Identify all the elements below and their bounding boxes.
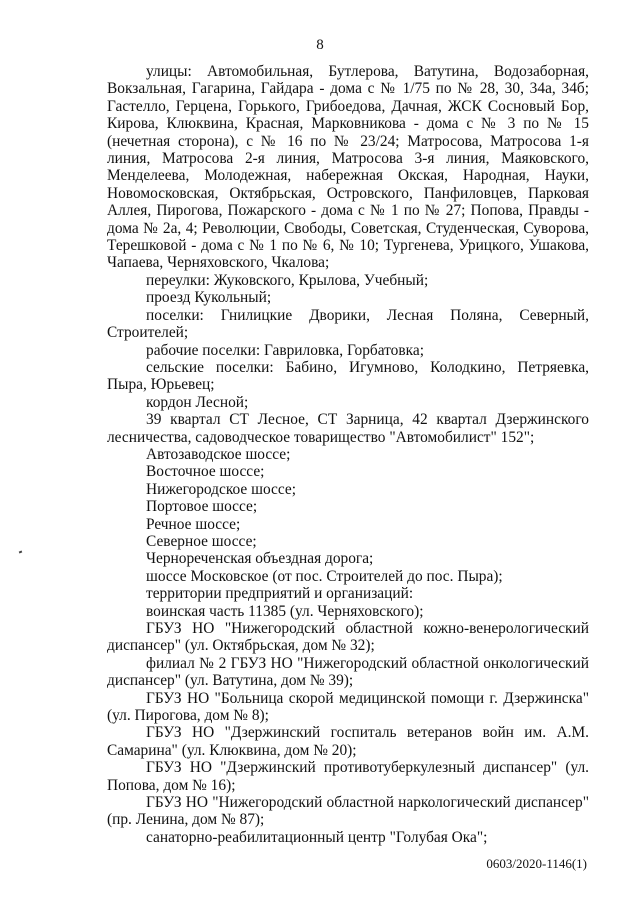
paragraph-derm-dispensary: ГБУЗ НО "Нижегородский областной кожно-венерологический диспансер" (ул. Октябрьская, дом № 32);: [107, 620, 589, 655]
margin-mark: [19, 551, 23, 554]
paragraph-cordon: кордон Лесной;: [146, 393, 249, 411]
paragraph-narco-dispensary: ГБУЗ НО "Нижегородский областной наркологический диспансер" (пр. Ленина, дом № 87);: [107, 794, 589, 829]
paragraph-streets: улицы: Автомобильная, Бутлерова, Ватутина, Водозаборная, Вокзальная, Гагарина, Гайдара - дома с № 1/75 по № 28, 30, 34а, 34б; Гастелло, Герцена, Горького, Грибоедова, Дачная, ЖСК Сосновый Бор, Кирова, Клюквина, Красная, Марковникова - дома с № 3 по № 15 (нечетная сторона), с № 16 по № 23/24; Матросова, Матросова 1-я линия, Матросова 2-я линия, Матросова 3-я линия, Маяковского, Менделеева, Молодежная, набережная Окская, Народная, Науки, Новомосковская, Октябрьская, Островского, Панфиловцев, Парковая Аллея, Пирогова, Пожарского - дома с № 1 по № 27; Попова, Правды - дома № 2а, 4; Революции, Свободы, Советская, Студенческая, Суворова, Терешковой - дома с № 1 по № 6, № 10; Тургенева, Урицкого, Ушакова, Чапаева, Черняховского, Чкалова;: [107, 63, 589, 272]
paragraph-highway-severnoe: Северное шоссе;: [146, 532, 257, 550]
paragraph-highway-avtozavodskoe: Автозаводское шоссе;: [146, 445, 291, 463]
paragraph-bypass-road: Чернореченская объездная дорога;: [146, 550, 374, 568]
paragraph-onco-dispensary: филиал № 2 ГБУЗ НО "Нижегородский областной онкологический диспансер" (ул. Ватутина, дом № 39);: [107, 654, 589, 690]
document-body: [107, 63, 589, 846]
paragraph-gardening: 39 квартал СТ Лесное, СТ Зарница, 42 квартал Дзержинского лесничества, садоводческое товарищество "Автомобилист" 152";: [107, 411, 589, 446]
paragraph-passage: проезд Кукольный;: [146, 289, 272, 307]
paragraph-military-unit: воинская часть 11385 (ул. Черняховского);: [146, 602, 424, 620]
paragraph-rural-settlements: сельские поселки: Бабино, Игумново, Колодкино, Петряевка, Пыра, Юрьевец;: [107, 358, 589, 394]
paragraph-tb-dispensary: ГБУЗ НО "Дзержинский противотуберкулезный диспансер" (ул. Попова, дом № 16);: [107, 759, 589, 794]
paragraph-lanes: переулки: Жуковского, Крылова, Учебный;: [146, 271, 429, 289]
paragraph-highway-rechnoe: Речное шоссе;: [146, 515, 241, 533]
paragraph-sanatorium: санаторно-реабилитационный центр "Голубая Ока";: [146, 828, 488, 846]
paragraph-highway-nizhegorodskoe: Нижегородское шоссе;: [146, 480, 296, 498]
document-code: 0603/2020-1146(1): [486, 856, 587, 871]
paragraph-highway-vostochnoe: Восточное шоссе;: [146, 463, 265, 481]
paragraph-work-settlements: рабочие поселки: Гавриловка, Горбатовка;: [146, 341, 424, 359]
paragraph-settlements: поселки: Гнилицкие Дворики, Лесная Поляна, Северный, Строителей;: [107, 306, 589, 342]
paragraph-territories: территории предприятий и организаций:: [146, 585, 414, 603]
paragraph-veterans-hospital: ГБУЗ НО "Дзержинский госпиталь ветеранов войн им. А.М. Самарина" (ул. Клюквина, дом № 20);: [107, 724, 589, 759]
paragraph-highway-moskovskoe: шоссе Московское (от пос. Строителей до пос. Пыра);: [146, 567, 503, 585]
paragraph-highway-portovoe: Портовое шоссе;: [146, 498, 258, 516]
page-number: 8: [316, 37, 324, 53]
paragraph-emergency-hospital: ГБУЗ НО "Больница скорой медицинской помощи г. Дзержинска" (ул. Пирогова, дом № 8);: [107, 689, 589, 725]
